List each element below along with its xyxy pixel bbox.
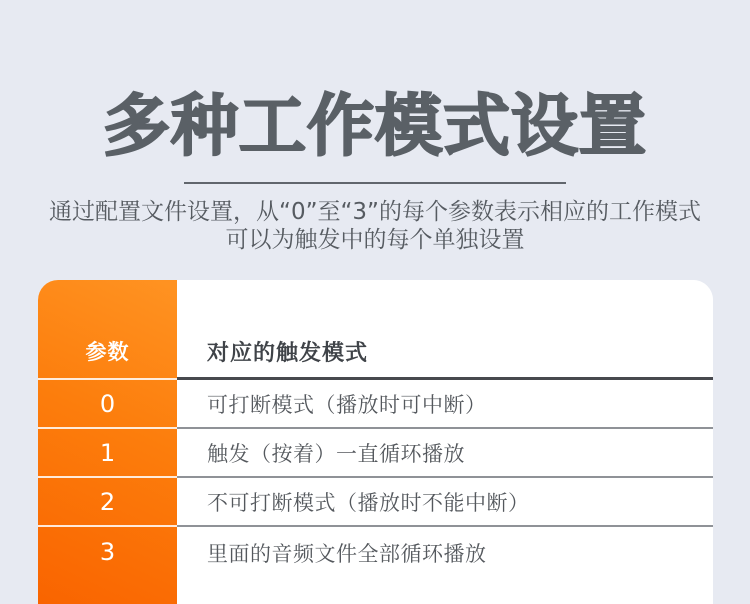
param-cell-0: 0: [38, 380, 177, 429]
page-subtitle: [0, 198, 750, 254]
subtitle-line-2: 可以为触发中的每个单独设置: [225, 227, 525, 253]
mode-column-header: 对应的触发模式: [177, 280, 713, 380]
modes-table: [38, 280, 713, 604]
param-cell-3: 3: [99, 538, 116, 566]
subtitle-line-1: 通过配置文件设置，从“0”至“3”的每个参数表示相应的工作模式: [49, 199, 701, 225]
mode-cell-0: 可打断模式（播放时可中断）: [177, 380, 713, 429]
mode-cell-1: 触发（按着）一直循环播放: [177, 429, 713, 478]
page-title: 多种工作模式设置: [103, 87, 647, 165]
param-cell-1: 1: [38, 429, 177, 478]
mode-column: [177, 280, 713, 604]
param-column: [38, 280, 177, 604]
mode-cell-2: 不可打断模式（播放时不能中断）: [177, 478, 713, 527]
param-cell-2: 2: [38, 478, 177, 527]
param-column-header: 参数: [38, 280, 177, 380]
title-divider: [184, 182, 566, 184]
mode-cell-3: 里面的音频文件全部循环播放: [207, 542, 487, 566]
